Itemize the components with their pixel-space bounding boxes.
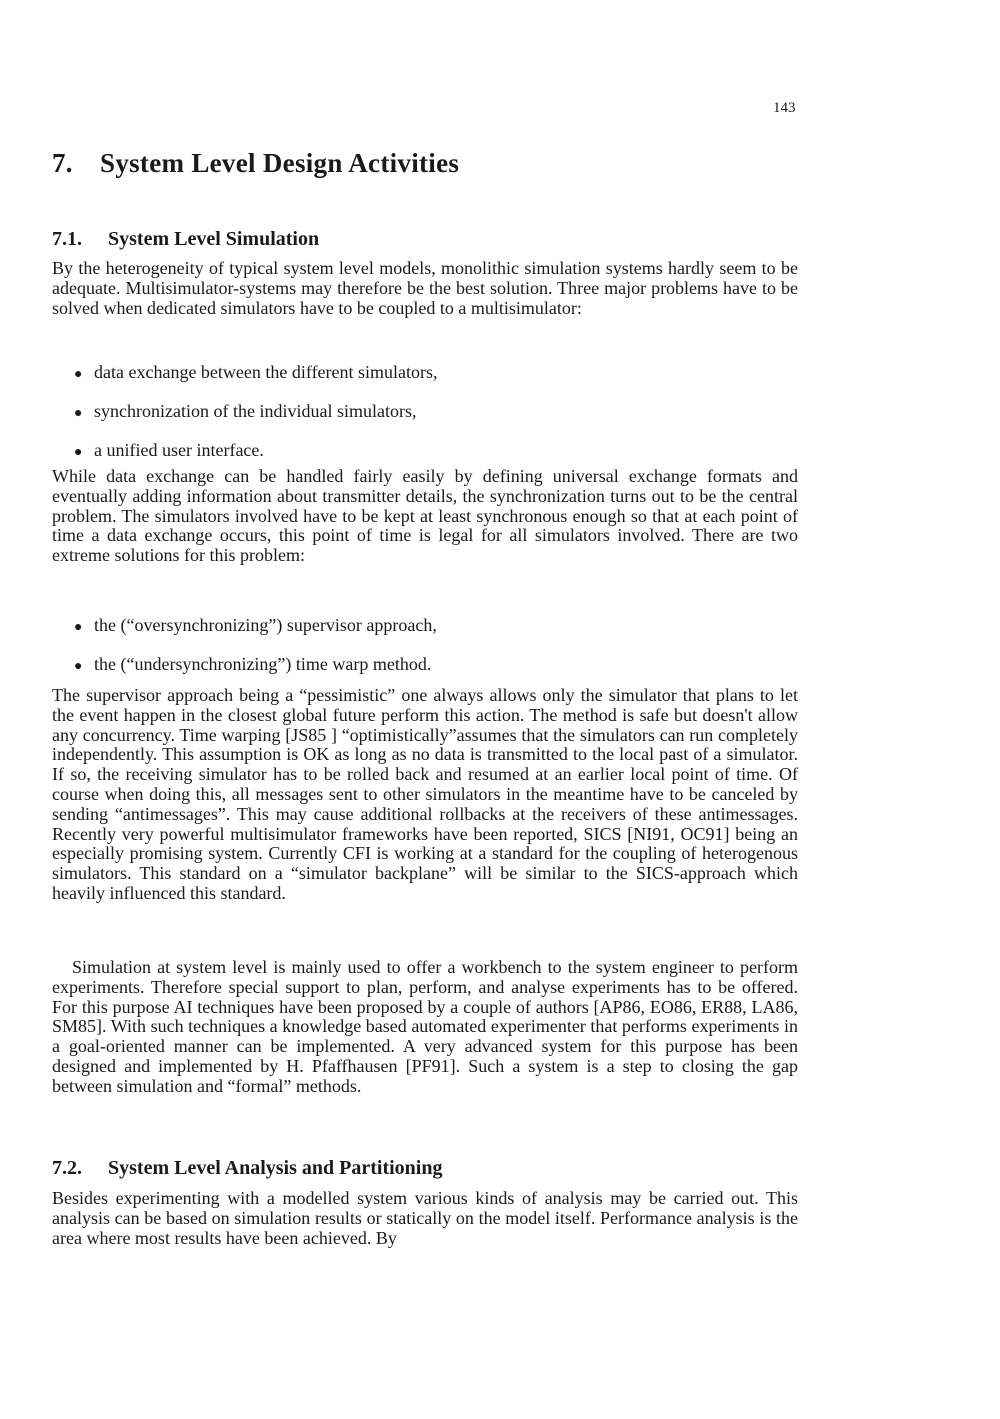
chapter-number: 7. — [52, 148, 73, 178]
chapter-heading — [52, 148, 459, 179]
bullet-icon: ● — [74, 406, 83, 421]
list-item — [74, 361, 774, 400]
list-item-text: the (“undersynchronizing”) time warp method. — [94, 654, 432, 674]
list-item — [74, 614, 774, 653]
chapter-title: System Level Design Activities — [100, 148, 460, 178]
section-heading-7-2 — [52, 1157, 442, 1180]
bullet-icon: ● — [74, 659, 83, 674]
paragraph-experimentation: Simulation at system level is mainly used to offer a workbench to the system engineer to perform experiments. Therefore special support to plan, perform, and analyse experiments has to be offered. For this purpose AI techniques have been proposed by a couple of authors [AP86, EO86, ER88, LA86, SM85]. With such techniques a knowledge based automated experimenter that performs experiments in a goal-oriented manner can be implemented. A very advanced system for this purpose has been designed and implemented by H. Pfaffhausen [PF91]. Such a system is a step to closing the gap between simulation and “formal” methods. — [52, 957, 798, 1096]
section-heading-7-1 — [52, 228, 319, 251]
paragraph-synchronization: While data exchange can be handled fairly easily by defining universal exchange formats and eventually adding information about transmitter details, the synchronization turns out to be the central problem. The simulators involved have to be kept at least synchronous enough so that at each point of time a data exchange occurs, this point of time is legal for all simulators involved. There are two extreme solutions for this problem: — [52, 466, 798, 566]
list-item-text: synchronization of the individual simulators, — [94, 401, 417, 421]
bullet-icon: ● — [74, 620, 83, 635]
section-number: 7.2. — [52, 1157, 82, 1179]
list-item-text: a unified user interface. — [94, 440, 264, 460]
section-number: 7.1. — [52, 228, 82, 250]
bullet-icon: ● — [74, 367, 83, 382]
page-number: 143 — [773, 100, 796, 116]
problem-list — [74, 361, 774, 478]
list-item-text: the (“oversynchronizing”) supervisor approach, — [94, 615, 437, 635]
solution-list — [74, 614, 774, 692]
paragraph-analysis: Besides experimenting with a modelled system various kinds of analysis may be carried out. This analysis can be based on simulation results or statically on the model itself. Performance analysis is the area where most results have been achieved. By — [52, 1188, 798, 1248]
bullet-icon: ● — [74, 445, 83, 460]
paragraph-intro: By the heterogeneity of typical system level models, monolithic simulation systems hardly seem to be adequate. Multisimulator-systems may therefore be the best solution. Three major problems have to be solved when dedicated simulators have to be coupled to a multisimulator: — [52, 258, 798, 318]
paragraph-supervisor-approach: The supervisor approach being a “pessimistic” one always allows only the simulator that plans to let the event happen in the closest global future perform this action. The method is safe but doesn't allow any concurrency. Time warping [JS85 ] “optimistically”assumes that the simulators can run completely independently. This assumption is OK as long as no data is transmitted to the local past of a simulator. If so, the receiving simulator has to be rolled back and resumed at an earlier local point of time. Of course when doing this, all messages sent to other simulators in the meantime have to be canceled by sending “antimessages”. This may cause additional rollbacks at the receivers of these antimessages. Recently very powerful multisimulator frameworks have been reported, SICS [NI91, OC91] being an especially promising system. Currently CFI is working at a standard for the coupling of heterogenous simulators. This standard on a “simulator backplane” will be similar to the SICS-approach which heavily influenced this standard. — [52, 685, 798, 903]
list-item — [74, 400, 774, 439]
list-item-text: data exchange between the different simulators, — [94, 362, 438, 382]
section-title: System Level Analysis and Partitioning — [108, 1157, 443, 1179]
section-title: System Level Simulation — [108, 228, 320, 250]
